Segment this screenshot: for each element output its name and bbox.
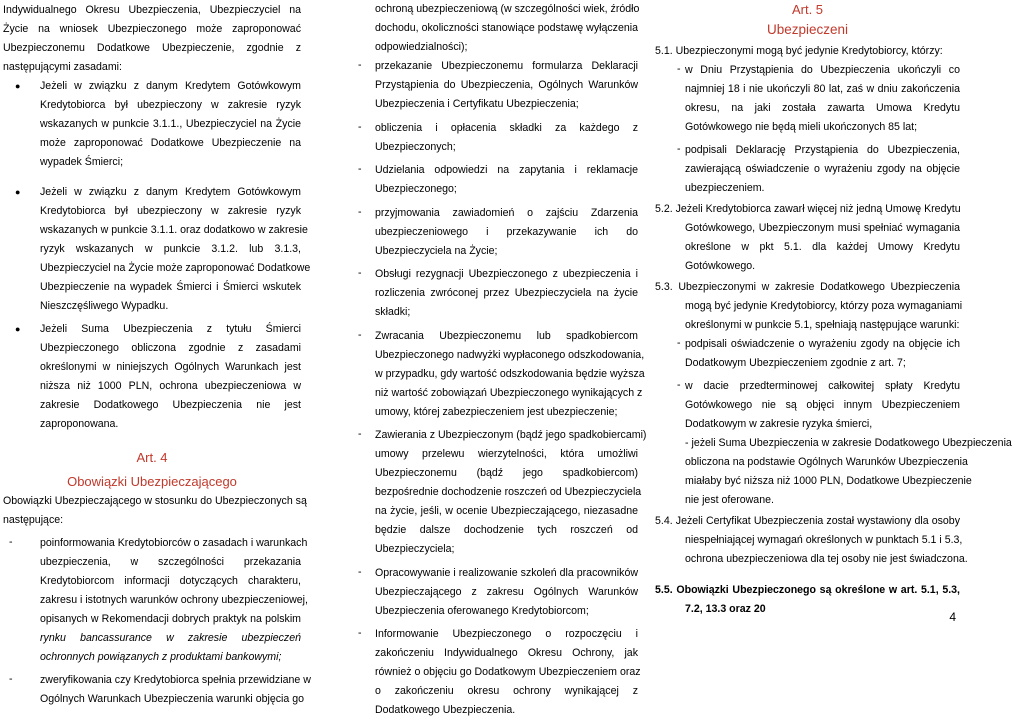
text-line: Ubezpieczonego nadwyżki wypłaconego odszkodowania,: [375, 348, 645, 361]
text-line: ochrona ubezpieczeniowa dla tej osoby nie jest świadczona.: [685, 553, 968, 565]
text-line: Obsługi rezygnacji Ubezpieczonego z ubezpieczenia i: [375, 268, 638, 280]
text-line: podpisali Deklarację Przystąpienia do Ubezpieczenia,: [685, 144, 960, 156]
text-line: okresu, na jaki została zawarta Umowa Kredytu: [685, 102, 960, 114]
dash-marker: -: [358, 428, 362, 440]
paragraph-p53-extra: [655, 434, 1012, 510]
text-line: niespełniającej wymagań określonych w punktach 5.1 i 5.3,: [685, 534, 963, 546]
text-line: ubezpieczeniem.: [685, 182, 765, 194]
text-line: przekazanie Ubezpieczonemu formularza Deklaracji: [375, 60, 638, 72]
dash-item: [3, 671, 311, 709]
text-line: zaproponowana.: [40, 418, 119, 430]
dash-marker: -: [677, 143, 681, 155]
text-line: 5.3. Ubezpieczonymi w zakresie Dodatkowego Ubezpieczenia: [655, 281, 960, 293]
text-line: 5.2. Jeżeli Kredytobiorca zawarł więcej niż jedną Umowę Kredytu: [655, 203, 961, 215]
text-line: Opracowywanie i realizowanie szkoleń dla pracowników: [375, 566, 638, 579]
article-number: Art. 5: [791, 2, 824, 17]
text-line: rozliczenia zwróconej przez Ubezpieczyciela na życie: [375, 287, 638, 299]
text-line: Ubezpieczenia oferowanego Kredytobiorcom;: [375, 604, 589, 617]
text-line: Dodatkowego Ubezpieczenia.: [375, 704, 516, 716]
dash-marker: -: [358, 59, 362, 71]
text-line: podpisali oświadczenie o wyrażeniu zgody na objęcie ich: [685, 338, 960, 350]
text-line: Ubezpieczonemu Dodatkowe Ubezpieczenie, zgodnie z: [3, 42, 301, 54]
dash-marker: -: [9, 673, 13, 685]
text-line: w dacie przedterminowej całkowitej spłaty Kredytu: [685, 380, 960, 392]
text-line: Ubezpieczyciel na Życie może zaproponować Dodatkowe: [40, 262, 311, 274]
text-line: wskazanych w punkcie 3.1.1. oraz dodatkowo w zakresie: [40, 224, 308, 236]
text-line: zakresie Dodatkowego Ubezpieczenia nie jest: [40, 399, 301, 411]
dash-item: [3, 534, 308, 667]
text-line: Udzielania odpowiedzi na zapytania i reklamacje: [375, 164, 638, 176]
text-line: w Dniu Przystąpienia do Ubezpieczenia ukończyli co: [685, 64, 960, 76]
text-line: Informowanie Ubezpieczonego o rozpoczęciu i: [375, 628, 638, 640]
dash-marker: -: [358, 267, 362, 279]
text-line: zakończeniu Indywidualnego Okresu Ochrony, jak: [375, 647, 638, 659]
text-line: dochodu, okoliczności stanowiące podstawę wyłączenia: [375, 22, 638, 34]
text-line: 5.1. Ubezpieczonymi mogą być jedynie Kredytobiorcy, którzy:: [655, 45, 943, 57]
text-line: Ubezpieczonych;: [375, 140, 456, 153]
text-line: poinformowania Kredytobiorców o zasadach i warunkach: [40, 537, 308, 549]
paragraph-p53: [655, 278, 963, 335]
text-line: Ubezpieczenie na wypadek Śmierci i Śmierci wskutek: [40, 281, 301, 293]
text-line: Przystąpienia do Ubezpieczenia, Ogólnych Warunków: [375, 79, 638, 91]
article-title: Obowiązki Ubezpieczającego: [67, 474, 237, 489]
text-line: umowy, której zabezpieczeniem jest ubezpieczenie;: [375, 405, 618, 418]
dash-marker: -: [358, 627, 362, 639]
text-line: Ubezpieczyciela na Życie;: [375, 244, 498, 257]
dash-item: [338, 625, 641, 720]
text-line: określonymi w niniejszych Ogólnych Warunkach jest: [40, 361, 301, 373]
text-line: składki;: [375, 306, 411, 318]
bullet-item: [3, 77, 301, 172]
text-line: Nieszczęśliwego Wypadku.: [40, 300, 169, 312]
text-line: na życie, jeśli, w ocenie Ubezpieczającego, niezasadne: [375, 505, 638, 517]
dash-marker: -: [358, 205, 362, 218]
dash-marker: -: [677, 337, 681, 349]
text-line: Gotówkowego, Ubezpieczonym musi spełniać wymagania: [685, 222, 960, 234]
text-line: Dodatkowym w zakresie ryzyka śmierci,: [685, 418, 873, 430]
text-line: Obowiązki Ubezpieczającego w stosunku do Ubezpieczonych są: [3, 495, 307, 507]
text-line: odpowiedzialności);: [375, 41, 468, 53]
dash-marker: -: [358, 328, 362, 341]
text-line: rynku bancassurance w zakresie ubezpieczeń: [40, 632, 301, 644]
text-line: obliczona na podstawie Ogólnych Warunków Ubezpieczenia: [685, 456, 968, 468]
text-line: Zwracania Ubezpieczonemu lub spadkobiercom: [375, 329, 638, 342]
dash-item: [338, 161, 638, 199]
text-line: 7.2, 13.3 oraz 20: [685, 603, 766, 615]
paragraph-p55: [655, 581, 960, 619]
text-line: Jeżeli w związku z danym Kredytem Gotówkowym: [40, 80, 301, 92]
text-line: mogą być jedynie Kredytobiorcy, którzy poza wymaganiami: [685, 300, 963, 312]
text-line: Jeżeli Suma Ubezpieczenia z tytułu Śmierci: [40, 323, 301, 335]
text-line: wskazanych w punkcie 3.1.1., Ubezpieczyciel na Życie: [40, 118, 301, 130]
text-line: ubezpieczeniowego i przekazywanie ich do: [375, 225, 638, 238]
text-line: Ogólnych Warunkach Ubezpieczenia warunki objęcia go: [40, 693, 305, 705]
dash-item: [655, 141, 960, 198]
text-line: ochronnych powiązanych z produktami bankowymi;: [40, 651, 282, 663]
text-line: zweryfikowania czy Kredytobiorca spełnia przewidziane w: [40, 674, 311, 686]
text-line: Ubezpieczonego obliczona zgodnie z zasadami: [40, 342, 301, 354]
dash-marker: -: [9, 536, 13, 548]
text-line: Ubezpieczonemu (bądź jego spadkobiercom): [375, 467, 638, 479]
column-left: [3, 0, 311, 709]
text-line: niż wartość zobowiązań Ubezpieczonego wynikających z: [375, 386, 643, 399]
bullet-item: [3, 183, 311, 316]
dash-marker: -: [358, 120, 362, 133]
text-line: 5.5. Obowiązki Ubezpieczonego są określone w art. 5.1, 5.3,: [655, 584, 960, 596]
text-line: Indywidualnego Okresu Ubezpieczenia, Ubezpieczyciel na: [3, 4, 301, 16]
text-line: o zakończeniu okresu ochrony wynikającej z: [375, 685, 638, 697]
text-line: obliczenia i opłacenia składki za każdego z: [375, 121, 638, 134]
text-line: wypadek Śmierci;: [40, 156, 124, 168]
text-line: Gotówkowego nie będą mieli ukończonych 85 lat;: [685, 121, 918, 133]
dash-marker: -: [677, 63, 681, 75]
list-p51: [655, 61, 960, 198]
text-line: niższa niż 1000 PLN, ochrona ubezpieczeniowa w: [40, 380, 301, 392]
dash-item: [655, 377, 960, 434]
text-line: określonymi w punkcie 5.1, spełniają następujące warunki:: [685, 319, 960, 331]
list-obligations: [338, 57, 647, 720]
column-right: [655, 0, 1012, 619]
dash-marker: -: [677, 379, 681, 391]
text-line: Zawierania z Ubezpieczonym (bądź jego spadkobiercami): [375, 429, 647, 441]
text-line: Ubezpieczającego z zakresu Ogólnych Warunków: [375, 585, 638, 598]
text-line: Ubezpieczenia i Certyfikatu Ubezpieczenia;: [375, 98, 579, 110]
text-line: ryzyk wskazanych w punkcie 3.1.2. lub 3.1.3,: [40, 243, 301, 255]
text-line: w przypadku, gdy wartość odszkodowania będzie wyższa: [375, 367, 645, 380]
dash-item: [338, 327, 645, 422]
text-line: - jeżeli Suma Ubezpieczenia w zakresie Dodatkowego Ubezpieczenia: [685, 437, 1012, 449]
bullet-icon: ●: [15, 324, 21, 334]
text-line: następujące:: [3, 514, 64, 526]
text-line: Kredytobiorca był ubezpieczony w zakresie ryzyk: [40, 205, 301, 217]
text-line: najmniej 18 i nie ukończyli 80 lat, zaś w dniu zakończenia: [685, 83, 960, 95]
dash-marker: -: [358, 163, 362, 175]
text-line: miałaby być niższa niż 1000 PLN, Dodatkowe Ubezpieczenie: [685, 475, 972, 487]
text-line: również o objęciu go Dodatkowym Ubezpieczeniem oraz: [375, 666, 641, 678]
text-line: Dodatkowym Ubezpieczeniem zgodnie z art. 7;: [685, 357, 906, 369]
text-line: Kredytobiorca był ubezpieczony w zakresie ryzyk: [40, 99, 301, 111]
text-line: ubezpieczenia, w szczególności przekazania: [40, 556, 301, 568]
text-line: nie jest oferowane.: [685, 494, 774, 506]
text-line: Ubezpieczonego;: [375, 183, 457, 195]
text-line: opisanych w Rekomendacji dobrych praktyk na polskim: [40, 613, 301, 625]
dash-item: [338, 204, 638, 261]
dash-item: [338, 426, 647, 559]
bullet-icon: ●: [15, 81, 21, 91]
bullet-icon: ●: [15, 187, 21, 197]
bullet-item: [3, 320, 301, 434]
dash-item: [655, 335, 960, 373]
dash-item: [338, 119, 638, 157]
text-line: Kredytobiorcom informacji dotyczących charakteru,: [40, 575, 301, 587]
list-p53: [655, 335, 960, 434]
text-line: ochroną ubezpieczeniową (w szczególności wiek, źródło: [375, 3, 640, 15]
text-line: zawierającą oświadczenie o wyrażeniu zgody na objęcie: [685, 163, 960, 175]
paragraph-p52: [655, 200, 960, 276]
text-line: bezpośrednie dochodzenie roszczeń od Ubezpieczyciela: [375, 486, 642, 498]
text-line: następującymi zasadami:: [3, 61, 122, 73]
text-line: przyjmowania zawiadomień o zajściu Zdarzenia: [375, 206, 638, 219]
text-line: Życie na wniosek Ubezpieczonego może zaproponować: [3, 23, 301, 35]
text-line: zakresu i istotnych warunków ochrony ubezpieczeniowej,: [40, 594, 308, 606]
text-line: może zaproponować Dodatkowe Ubezpieczenie na: [40, 137, 301, 149]
text-line: Gotówkowego.: [685, 260, 756, 272]
text-line: będzie dalsze dochodzenie tych roszczeń od: [375, 524, 638, 536]
dash-item: [338, 265, 638, 322]
text-line: Gotówkowego nie są objęci innym Ubezpieczeniem: [685, 399, 960, 411]
article-title: Ubezpieczeni: [766, 22, 849, 37]
dash-item: [655, 61, 960, 137]
dash-marker: -: [358, 565, 362, 578]
text-line: Ubezpieczyciela;: [375, 543, 455, 555]
dash-item: [338, 57, 638, 114]
paragraph-p54: [655, 512, 968, 569]
text-line: 5.4. Jeżeli Certyfikat Ubezpieczenia został wystawiony dla osoby: [655, 515, 960, 527]
dash-item: [338, 564, 638, 621]
text-line: umowy przelewu wierzytelności, która umożliwi: [375, 448, 638, 460]
text-line: Jeżeli w związku z danym Kredytem Gotówkowym: [40, 186, 301, 198]
text-line: określone w pkt 5.1. dla każdej Umowy Kredytu: [685, 241, 960, 253]
column-middle: [338, 0, 638, 57]
article-number: Art. 4: [136, 450, 168, 465]
page-number: 4: [949, 610, 956, 624]
